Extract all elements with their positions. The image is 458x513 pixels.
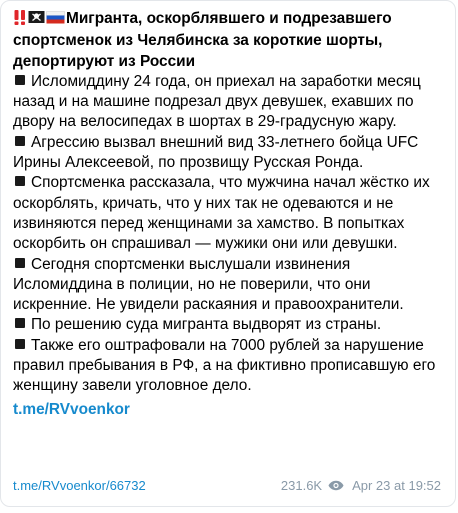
paragraph: [13, 173, 441, 254]
view-count: 231.6K: [280, 478, 323, 493]
channel-link[interactable]: t.me/RVvoenkor: [13, 400, 130, 418]
paragraph-text: Агрессию вызвал внешний вид 33-летнего бойца UFC Ирины Алексеевой, по прозвищу Русская Ронда.: [13, 133, 419, 172]
double-exclamation-icon: [13, 10, 27, 31]
paragraph-text: Также его оштрафовали на 7000 рублей за нарушение правил пребывания в РФ, а на фиктивно прописавшую его женщину завели уголовное дело.: [13, 336, 436, 395]
paragraph: [13, 315, 441, 335]
black-square-icon: [15, 176, 25, 186]
paragraph-text: Исломиддину 24 года, он приехал на заработки месяц назад и на машине подрезал двух девушек, ехавших по двору на велосипедах в шортах в 29-градусную жару.: [13, 72, 421, 131]
paragraph: [13, 336, 441, 397]
post-date: Apr 23 at 19:52: [352, 478, 441, 493]
headline-text: Мигранта, оскорблявшего и подрезавшего спортсменок из Челябинска за короткие шорты, депортируют из России: [13, 10, 392, 70]
paragraph: [13, 255, 441, 316]
post-meta: [281, 478, 441, 493]
post-permalink[interactable]: t.me/RVvoenkor/66732: [13, 478, 146, 493]
post-headline: [13, 9, 441, 72]
paragraph: [13, 133, 441, 174]
paragraph-text: Сегодня спортсменки выслушали извинения Исломиддина в полиции, но не поверили, что они искренние. Не увидели раскаяния и правоохранители.: [13, 255, 404, 314]
russian-flag-icon: [46, 10, 65, 31]
paragraph: [13, 72, 441, 133]
post-text: [13, 9, 441, 421]
black-square-icon: [15, 136, 25, 146]
black-square-icon: [15, 75, 25, 85]
black-square-icon: [15, 258, 25, 268]
pirate-flag-icon: [28, 10, 45, 31]
eye-icon: [328, 480, 344, 491]
black-square-icon: [15, 318, 25, 328]
black-square-icon: [15, 339, 25, 349]
post-footer: [13, 478, 441, 493]
paragraph-text: По решению суда мигранта выдворят из страны.: [31, 316, 382, 334]
paragraph-text: Спортсменка рассказала, что мужчина начал жёстко их оскорблять, кричать, что у них так не одеваются и не извиняются перед женщинами за хамство. В попытках оскорбить он спрашивал — мужики они или девушки.: [13, 174, 430, 253]
